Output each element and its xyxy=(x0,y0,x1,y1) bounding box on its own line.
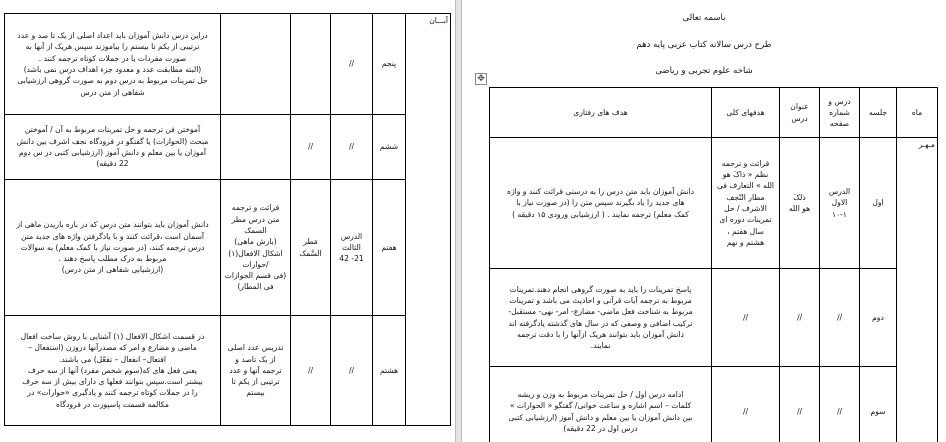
heading-bismillah: باسمه تعالی xyxy=(682,13,726,23)
table-row xyxy=(5,115,451,180)
session-cell: پنجم xyxy=(373,14,406,115)
behavioral-goals-cell: دانش آموزان باید متن درس را به درستی قرائت کنند و واژه های جدید را یاد بگیرند سپس متن را (در صورت نیاز با کمک معلم) ترجمه نمایند . ( ارزشیابی ورودی ۱۵ دقیقه ) xyxy=(490,138,712,269)
right-page xyxy=(462,0,946,442)
behavioral-goals-cell: در قسمت اشکال الافعال (۱) آشنایی با روش ساخت افعال ماضی و مضارع و امر که مصدرآنها دروزن (استفعال – افتعال– انفعال – تفعّل) می باشند. یعنی فعل های که(سوم شخص مفرد) آنها از سه حرف بیشتر است.سپس بتوانند فعلها ی دارای بیش از سه حرف را در جملات کوتاه ترجمه کنند و یادگیری «حوارات» در مکالمه قسمت پاسپورت در فرودگاه xyxy=(5,316,221,426)
left-page xyxy=(0,0,455,442)
lesson-plan-table xyxy=(489,87,938,442)
table-row xyxy=(5,180,451,316)
header-lesson-title: عنوان درس xyxy=(780,88,820,138)
lesson-page-cell: // xyxy=(820,269,860,367)
session-cell: هفتم xyxy=(373,180,406,316)
lesson-page-cell: // xyxy=(331,115,373,180)
session-cell: ششم xyxy=(373,115,406,180)
behavioral-goals-cell: آموختن فن ترجمه و حل تمرینات مربوط به آن / آموختن مبحث (الحوارات) یا گفتگو در فرودگاه نجف اشرف بین دانش آموزان یا بین معلم و دانش آموز (ارزشیابی کتبی در س دوم 22 دقیقه) xyxy=(5,115,221,180)
behavioral-goals-cell: دانش آموزان باید بتوانند متن درس که در باره باریدن ماهی از آسمان است ،قرائت کنند و با یادگرفتن واژه های جدید متن درس ترجمه کنند، (در صورت نیاز با کمک معلم) به سوالات مربوط به درک مطلب پاسخ دهند . (ارزشیابی شفاهی از متن درس) xyxy=(5,180,221,316)
month-cell: آبـــان xyxy=(406,14,451,426)
lesson-title-cell: // xyxy=(291,316,331,426)
general-goals-cell: تدریس عدد اصلی از یک تاصد و ترجمه آنها و عدد ترتیبی از یکم تا بیستم xyxy=(221,316,291,426)
general-goals-cell: // xyxy=(712,367,780,442)
lesson-page-cell: الدرس الثالث 21- 42 xyxy=(331,180,373,316)
header-month: ماه xyxy=(897,88,938,138)
heading-plan-title: طرح درس سالانه کتاب عربی پایه دهم xyxy=(636,40,772,50)
header-lesson-page: درس و شماره صفحه xyxy=(820,88,860,138)
general-goals-cell xyxy=(221,14,291,115)
table-row xyxy=(490,269,938,367)
general-goals-cell: // xyxy=(712,269,780,367)
table-row xyxy=(5,14,451,115)
lesson-title-cell: ذلکَ هو الله xyxy=(780,138,820,269)
heading-branch: شاخه علوم تجربی و ریاضی xyxy=(655,66,753,76)
lesson-title-cell: // xyxy=(291,115,331,180)
lesson-title-cell xyxy=(291,14,331,115)
lesson-page-cell: // xyxy=(820,367,860,442)
session-cell: سوم xyxy=(860,367,897,442)
behavioral-goals-cell: ادامه درس اول / حل تمرینات مربوط به وزن و ریشه کلمات – اسم اشاره و ساعت خوانی/ گفتگو « الحوارات » بین دانش آموزان یا بین معلم و دانش آموز (ارزشیابی کتبی درس اول در 22 دقیقه) xyxy=(490,367,712,442)
lesson-title-cell: // xyxy=(780,269,820,367)
behavioral-goals-cell: دراین درس دانش آموزان باید اعداد اصلی از یک تا صد و عدد ترتیبی از یکم تا بیستم را بیاموزند سپس هریک از آنها به صورت مفردات یا در جملات کوتاه ترجمه کنند . (البته مطابقت عدد و معدود جزء اهداف درس نمی باشد) حل تمرینات مربوط به درس دوم به صورت گروهی ارزشیابی شفاهی از متن درس xyxy=(5,14,221,115)
session-cell: دوم xyxy=(860,269,897,367)
lesson-page-cell: // xyxy=(331,14,373,115)
lesson-title-cell: // xyxy=(780,367,820,442)
general-goals-cell: قرائت و ترجمه متن درس مطر السمک (بارش ماهی) اشکال الافعال(۱) /حوارات (فی قسم الجوازات فی المطار) xyxy=(221,180,291,316)
table-row xyxy=(490,138,938,269)
session-cell: هشتم xyxy=(373,316,406,426)
lesson-page-cell: الدرس الاول ۱۰-۱ xyxy=(820,138,860,269)
lesson-plan-table-continued xyxy=(4,13,451,426)
page-gap xyxy=(455,0,462,442)
header-behavioral-goals: هدف های رفتاری xyxy=(490,88,712,138)
table-move-handle-icon[interactable]: ✥ xyxy=(475,73,487,85)
lesson-page-cell: // xyxy=(331,316,373,426)
behavioral-goals-cell: پاسخ تمرینات را باید به صورت گروهی انجام دهند.تمرینات مربوط به ترجمه آیات قرآنی و احادیث می باشد و تمرینات مربوط به شناخت فعل ماضی- مضارع- امر- نهی- مستقبل- ترکیب اضافی و وصفی که در سال های گذشته یادگرفته اند دانش آموزان باید بتوانند هریک ازآنها را با دقت ترجمه نمایند. xyxy=(490,269,712,367)
session-cell: اول xyxy=(860,138,897,269)
header-session: جلسه xyxy=(860,88,897,138)
month-cell: مـهـر xyxy=(897,138,938,442)
table-row xyxy=(5,316,451,426)
general-goals-cell xyxy=(221,115,291,180)
header-general-goals: هدفهای کلی xyxy=(712,88,780,138)
general-goals-cell: قرائت و ترجمه نظم « ذاکَ هو الله » التعارف فی مطار النّجف الاشرف / حل تمرینات دوره ای سال هفتم ، هشتم و نهم xyxy=(712,138,780,269)
lesson-title-cell: مَطر السَّمک xyxy=(291,180,331,316)
table-row xyxy=(490,367,938,442)
